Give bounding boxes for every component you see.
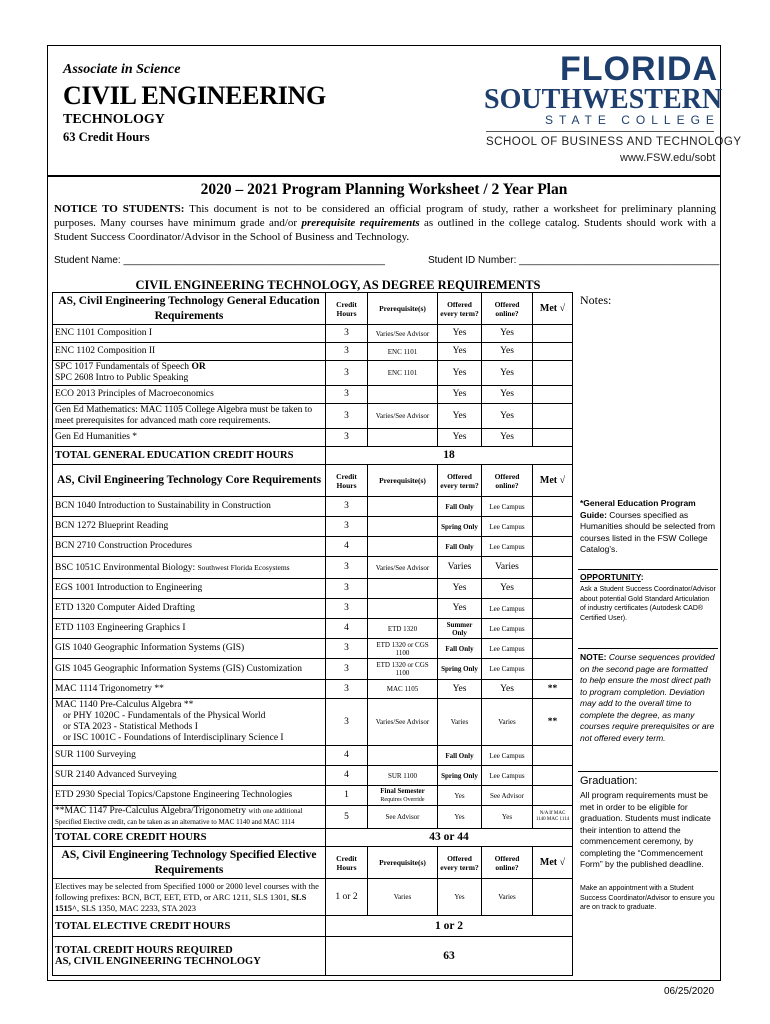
gen-ed-heading: AS, Civil Engineering Technology General Education Requirements [53,293,326,325]
degree-type: Associate in Science [63,62,181,77]
table-row [53,325,573,343]
grand-total-label-l1: TOTAL CREDIT HOURS REQUIRED [55,945,233,956]
course-name: ECO 2013 Principles of Macroeconomics [53,386,326,404]
met-checkbox[interactable] [533,619,573,639]
online-cell: Yes [482,429,533,447]
gen-ed-total-label: TOTAL GENERAL EDUCATION CREDIT HOURS [53,447,326,465]
course-name [53,557,326,579]
met-checkbox[interactable] [533,361,573,386]
table-row [53,537,573,557]
offered-cell: Yes [438,786,482,806]
prereq-cell [368,386,438,404]
notice-label: NOTICE TO STUDENTS: [54,203,185,215]
course-name: ENC 1102 Composition II [53,343,326,361]
course-name: ENC 1101 Composition I [53,325,326,343]
online-cell: Lee Campus [482,659,533,680]
col-met: Met √ [533,293,573,325]
gen-ed-total-value: 18 [326,447,573,465]
credit-hours-cell: 3 [326,517,368,537]
col-offered: Offered every term? [438,293,482,325]
course-part: SPC 2608 Intro to Public Speaking [55,373,189,383]
prereq-cell [368,537,438,557]
prereq-cell [368,579,438,599]
course-part: MAC 1140 Pre-Calculus Algebra ** [55,700,194,710]
core-header-row [53,465,573,497]
course-part: Southwest Florida Ecosystems [197,562,290,572]
notes-divider [578,648,718,649]
credit-hours-cell: 4 [326,537,368,557]
table-row [53,619,573,639]
met-checkbox[interactable] [533,746,573,766]
table-row [53,746,573,766]
prereq-cell [368,746,438,766]
course-name: Gen Ed Humanities * [53,429,326,447]
offered-cell: Spring Only [438,766,482,786]
col-online: Offered online? [482,465,533,497]
met-checkbox[interactable] [533,579,573,599]
logo-southwestern: SOUTHWESTERN [484,84,723,115]
prereq-cell [368,429,438,447]
col-credit: Credit Hours [326,465,368,497]
course-name: ETD 1103 Engineering Graphics I [53,619,326,639]
table-row [53,361,573,386]
prereq-cell: ETD 1320 [368,619,438,639]
col-prereq: Prerequisite(s) [368,847,438,879]
sequence-note [580,652,716,744]
credit-hours-cell: 3 [326,639,368,659]
course-or: OR [191,362,206,372]
course-part: or ISC 1001C - Foundations of Interdisciplinary Science I [63,733,284,743]
prereq-cell: ETD 1320 or CGS 1100 [368,659,438,680]
table-row [53,517,573,537]
offered-cell: Yes [438,343,482,361]
offered-cell: Yes [438,806,482,829]
gen-ed-total-row [53,447,573,465]
course-name [53,806,326,829]
grand-total-label-l2: AS, CIVIL ENGINEERING TECHNOLOGY [55,956,261,967]
table-row [53,766,573,786]
table-row [53,786,573,806]
credit-hours-cell: 3 [326,557,368,579]
offered-cell: Fall Only [438,497,482,517]
table-row [53,386,573,404]
prereq-cell: SUR 1100 [368,766,438,786]
course-name: ETD 1320 Computer Aided Drafting [53,599,326,619]
online-cell: Lee Campus [482,766,533,786]
program-title: CIVIL ENGINEERING [63,81,326,110]
col-prereq: Prerequisite(s) [368,293,438,325]
requirements-table [52,292,573,976]
course-name [53,361,326,386]
table-row [53,404,573,429]
opportunity-title [580,572,716,582]
offered-cell: Yes [438,361,482,386]
course-name: BCN 1272 Blueprint Reading [53,517,326,537]
course-part: Specified Elective credit, can be taken as an alternative to MAC 1140 and MAC 1114 [55,818,295,826]
course-part: **MAC 1147 Pre-Calculus Algebra/Trigonometry [55,806,249,816]
col-offered: Offered every term? [438,847,482,879]
header-divider [48,175,720,177]
offered-cell: Summer Only [438,619,482,639]
course-part: SPC 1017 Fundamentals of Speech [55,362,192,372]
col-online: Offered online? [482,847,533,879]
online-cell: Lee Campus [482,497,533,517]
notice-text-a: This document is not to be considered an official program of study, rather a worksheet for preliminary planning purposes. Many courses have minimum grade and/or [54,203,716,229]
credit-hours-cell: 3 [326,579,368,599]
table-row [53,429,573,447]
logo-florida: FLORIDA [560,50,719,88]
met-checkbox[interactable] [533,497,573,517]
logo-school: SCHOOL OF BUSINESS AND TECHNOLOGY [486,136,742,148]
course-name: Gen Ed Mathematics: MAC 1105 College Algebra must be taken to meet prerequisites for advanced math core requirements. [53,404,326,429]
table-row [53,557,573,579]
credit-hours-cell: 3 [326,361,368,386]
grand-total-value: 63 [326,937,573,976]
met-checkbox[interactable] [533,557,573,579]
col-met: Met √ [533,847,573,879]
footer-date: 06/25/2020 [664,986,715,997]
course-part: , SLS 1350, MAC 2233, STA 2023 [76,902,196,913]
col-credit: Credit Hours [326,293,368,325]
course-name: GIS 1045 Geographic Information Systems (GIS) Customization [53,659,326,680]
offered-cell: Varies [438,557,482,579]
online-cell: Yes [482,361,533,386]
credit-hours-cell: 3 [326,680,368,699]
offered-cell: Yes [438,599,482,619]
prereq-cell: Varies/See Advisor [368,699,438,746]
grand-total-label [53,937,326,976]
course-name [53,879,326,916]
notes-title: Notes: [580,293,612,307]
course-part: or PHY 1020C - Fundamentals of the Physical World [63,711,266,721]
student-name-field[interactable]: Student Name: _______________________________________________ [54,255,385,266]
notes-divider [578,771,718,772]
credit-hours: 63 Credit Hours [63,130,150,144]
online-cell: Lee Campus [482,599,533,619]
course-name: GIS 1040 Geographic Information Systems (GIS) [53,639,326,659]
met-checkbox[interactable] [533,786,573,806]
prereq-cell [368,517,438,537]
notice [54,202,716,244]
online-cell: Varies [482,879,533,916]
course-part: BSC 1051C Environmental Biology: [55,562,198,573]
course-part: or STA 2023 - Statistical Methods I [63,722,198,732]
col-credit: Credit Hours [326,847,368,879]
opportunity-colon: : [640,572,644,582]
prereq-cell [368,786,438,806]
online-cell: Yes [482,404,533,429]
online-cell: Yes [482,680,533,699]
met-checkbox[interactable] [533,404,573,429]
offered-cell: Yes [438,404,482,429]
elective-total-label: TOTAL ELECTIVE CREDIT HOURS [53,916,326,937]
notice-emph: prerequisite requirements [301,217,420,229]
offered-cell: Yes [438,879,482,916]
online-cell: Yes [482,806,533,829]
offered-cell: Fall Only [438,537,482,557]
online-cell: Yes [482,386,533,404]
section-title: CIVIL ENGINEERING TECHNOLOGY, AS DEGREE REQUIREMENTS [135,278,541,292]
gen-ed-guide-text: Courses specified as Humanities should be selected from courses listed in the FSW College Catalog’s. [580,509,716,554]
gen-ed-guide-note [580,498,716,556]
opportunity-label: OPPORTUNITY [580,572,641,582]
grand-total-row [53,937,573,976]
col-met: Met √ [533,465,573,497]
prereq-cell: Varies [368,879,438,916]
col-prereq: Prerequisite(s) [368,465,438,497]
program-subtitle: TECHNOLOGY [63,112,165,127]
online-cell: Yes [482,579,533,599]
offered-cell: Fall Only [438,639,482,659]
offered-cell: Yes [438,386,482,404]
prereq-part: Requires Override [380,797,425,803]
prereq-cell [368,599,438,619]
prereq-cell: ENC 1101 [368,343,438,361]
online-cell: Yes [482,325,533,343]
logo-state-college: STATE COLLEGE [545,113,720,127]
met-checkbox[interactable] [533,517,573,537]
course-part: SLS 1515^ [55,891,307,913]
credit-hours-cell: 3 [326,429,368,447]
credit-hours-cell: 3 [326,404,368,429]
online-cell: Yes [482,343,533,361]
met-checkbox[interactable] [533,537,573,557]
elective-heading: AS, Civil Engineering Technology Specified Elective Requirements [53,847,326,879]
credit-hours-cell: 3 [326,343,368,361]
table-row [53,579,573,599]
elective-total-value: 1 or 2 [326,916,573,937]
table-row [53,497,573,517]
credit-hours-cell: 3 [326,497,368,517]
course-part: Electives may be selected from Specified 1000 or 2000 level courses with the following prefixes: BCN, BCT, EET, ETD, or ARC 1211, SLS 1301, [55,880,319,902]
online-cell: Lee Campus [482,619,533,639]
table-row [53,680,573,699]
col-online: Offered online? [482,293,533,325]
prereq-cell: Varies/See Advisor [368,404,438,429]
table-row [53,806,573,829]
online-cell: Lee Campus [482,639,533,659]
met-checkbox[interactable] [533,343,573,361]
gen-ed-guide-label: *General Education Program Guide: [580,498,696,520]
course-part: with one additional [248,807,303,815]
prereq-cell: See Advisor [368,806,438,829]
met-checkbox[interactable] [533,879,573,916]
gen-ed-header-row [53,293,573,325]
met-checkbox[interactable] [533,429,573,447]
elective-total-row [53,916,573,937]
table-row [53,599,573,619]
credit-hours-cell: 3 [326,386,368,404]
online-cell: See Advisor [482,786,533,806]
course-name: MAC 1114 Trigonometry ** [53,680,326,699]
col-offered: Offered every term? [438,465,482,497]
met-checkbox[interactable] [533,766,573,786]
graduation-text: All program requirements must be met in order to be eligible for graduation. Students must indicate their intention to attend the commencement ceremony, by completing the “Commencement Form” by the published deadline. [580,790,711,869]
offered-cell: Yes [438,325,482,343]
course-name: BCN 1040 Introduction to Sustainability in Construction [53,497,326,517]
logo-divider [486,131,714,132]
offered-cell: Varies [438,699,482,746]
note-label: NOTE: [580,652,607,662]
course-name: SUR 2140 Advanced Surveying [53,766,326,786]
met-checkbox[interactable] [533,325,573,343]
table-row [53,879,573,916]
core-heading: AS, Civil Engineering Technology Core Requirements [53,465,326,497]
appointment-text: Make an appointment with a Student Success Coordinator/Advisor to ensure you are on track to graduate. [580,885,715,911]
table-row [53,639,573,659]
table-row [53,659,573,680]
offered-cell: Yes [438,429,482,447]
met-checkbox[interactable] [533,659,573,680]
credit-hours-cell: 3 [326,599,368,619]
offered-cell: Fall Only [438,746,482,766]
student-id-field[interactable]: Student ID Number: ____________________________________ [428,255,720,266]
prereq-cell: ETD 1320 or CGS 1100 [368,639,438,659]
credit-hours-cell: 3 [326,699,368,746]
met-checkbox[interactable] [533,386,573,404]
online-cell: Lee Campus [482,746,533,766]
offered-cell: Yes [438,680,482,699]
met-checkbox[interactable]: ** [533,699,573,746]
course-name: ETD 2930 Special Topics/Capstone Engineering Technologies [53,786,326,806]
course-name: BCN 2710 Construction Procedures [53,537,326,557]
prereq-cell: ENC 1101 [368,361,438,386]
credit-hours-cell: 4 [326,619,368,639]
note-text: Course sequences provided on the second page are formatted to help ensure the most direct path to program completion. Deviation may add to the overall time to complete the degree, as many courses require prerequisites or are not offered every term. [580,652,715,743]
table-row [53,343,573,361]
prereq-part: Final Semester [380,787,425,795]
credit-hours-cell: 3 [326,659,368,680]
credit-hours-cell: 3 [326,325,368,343]
offered-cell: Yes [438,579,482,599]
credit-hours-cell: 4 [326,766,368,786]
met-checkbox[interactable]: ** [533,680,573,699]
prereq-cell [368,497,438,517]
course-name [53,699,326,746]
opportunity-text: Ask a Student Success Coordinator/Advisor about potential Gold Standard Articulation of industry certificates (Autodesk CAD® Certified User). [580,586,716,622]
table-row [53,699,573,746]
elective-header-row [53,847,573,879]
graduation-title: Graduation: [580,775,638,787]
logo-url: www.FSW.edu/sobt [620,152,716,164]
course-name: EGS 1001 Introduction to Engineering [53,579,326,599]
met-checkbox[interactable] [533,599,573,619]
core-total-value: 43 or 44 [326,829,573,847]
offered-cell: Spring Only [438,517,482,537]
prereq-cell: Varies/See Advisor [368,325,438,343]
offered-cell: Spring Only [438,659,482,680]
credit-hours-cell: 1 or 2 [326,879,368,916]
credit-hours-cell: 1 [326,786,368,806]
online-cell: Lee Campus [482,517,533,537]
course-name: SUR 1100 Surveying [53,746,326,766]
core-total-row [53,829,573,847]
met-checkbox[interactable] [533,639,573,659]
prereq-cell: Varies/See Advisor [368,557,438,579]
met-checkbox[interactable]: N/A If MAC 1140 MAC 1114 [533,806,573,829]
notes-divider [578,569,718,570]
credit-hours-cell: 5 [326,806,368,829]
credit-hours-cell: 4 [326,746,368,766]
plan-title: 2020 – 2021 Program Planning Worksheet / 2 Year Plan [200,181,568,198]
online-cell: Varies [482,557,533,579]
notice-text-b: as outlined in the college catalog. Students should work with a Student Success Coordinator/Advisor in the School of Business and Technology. [54,217,716,243]
prereq-cell: MAC 1105 [368,680,438,699]
online-cell: Varies [482,699,533,746]
core-total-label: TOTAL CORE CREDIT HOURS [53,829,326,847]
online-cell: Lee Campus [482,537,533,557]
